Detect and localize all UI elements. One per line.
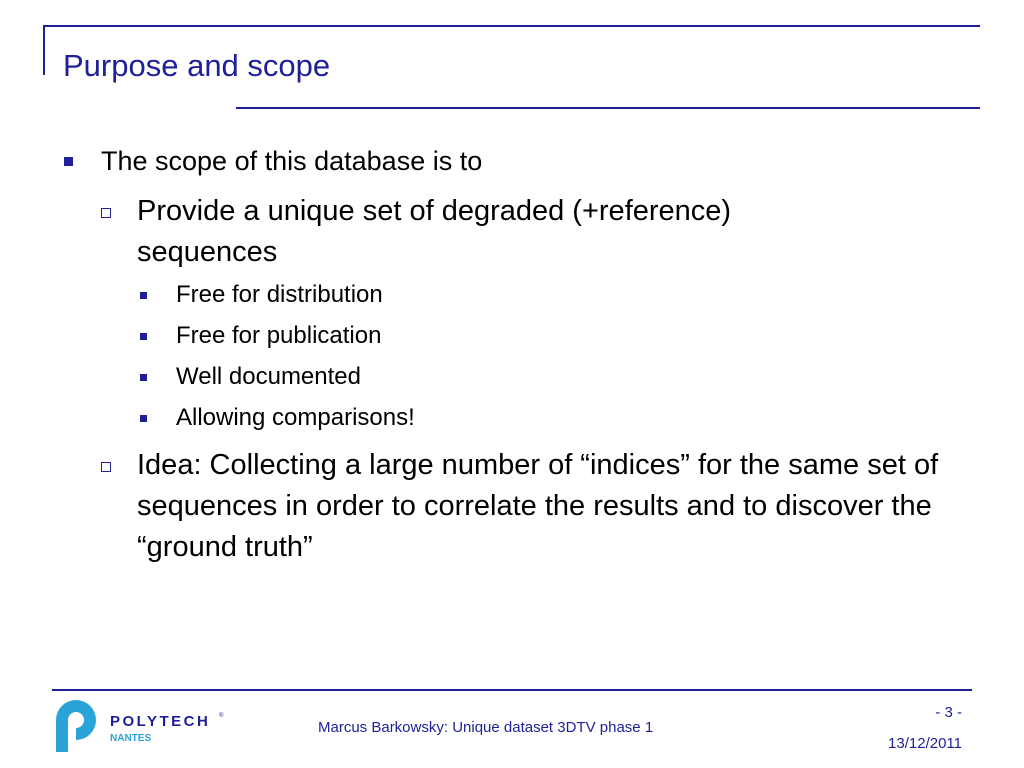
hollow-square-bullet-icon bbox=[101, 208, 111, 218]
filled-square-bullet-icon bbox=[64, 157, 73, 166]
hollow-square-bullet-icon bbox=[101, 462, 111, 472]
bullet-text-level3: Well documented bbox=[176, 363, 361, 390]
footer-rule bbox=[52, 689, 972, 691]
slide-title: Purpose and scope bbox=[63, 48, 331, 83]
title-frame-bottom-rule bbox=[236, 107, 980, 109]
bullet-text-level2: Idea: Collecting a large number of “indices” for the same set of sequences in order to correlate the results and to discover the “ground truth” bbox=[137, 449, 939, 563]
page-number: - 3 - bbox=[935, 704, 962, 721]
filled-square-bullet-icon bbox=[140, 333, 147, 340]
bullet-text-level3: Allowing comparisons! bbox=[176, 404, 415, 431]
logo-sub-text: NANTES bbox=[110, 733, 152, 744]
title-frame-left-rule bbox=[43, 25, 45, 75]
polytech-logo-icon bbox=[52, 698, 232, 754]
bullet-text-level1: The scope of this database is to bbox=[101, 146, 483, 176]
bullet-text-level3: Free for distribution bbox=[176, 281, 383, 308]
bullet-text-level3: Free for publication bbox=[176, 322, 382, 349]
filled-square-bullet-icon bbox=[140, 292, 147, 299]
footer-date: 13/12/2011 bbox=[888, 735, 962, 752]
filled-square-bullet-icon bbox=[140, 415, 147, 422]
filled-square-bullet-icon bbox=[140, 374, 147, 381]
bullet-text-level2: Provide a unique set of degraded (+reference) sequences bbox=[137, 195, 732, 268]
logo-brand-text: POLYTECH bbox=[110, 713, 211, 730]
logo-trademark-text: ® bbox=[219, 713, 224, 719]
title-frame-top-rule bbox=[43, 25, 980, 27]
footer-presenter-text: Marcus Barkowsky: Unique dataset 3DTV phase 1 bbox=[318, 719, 654, 736]
